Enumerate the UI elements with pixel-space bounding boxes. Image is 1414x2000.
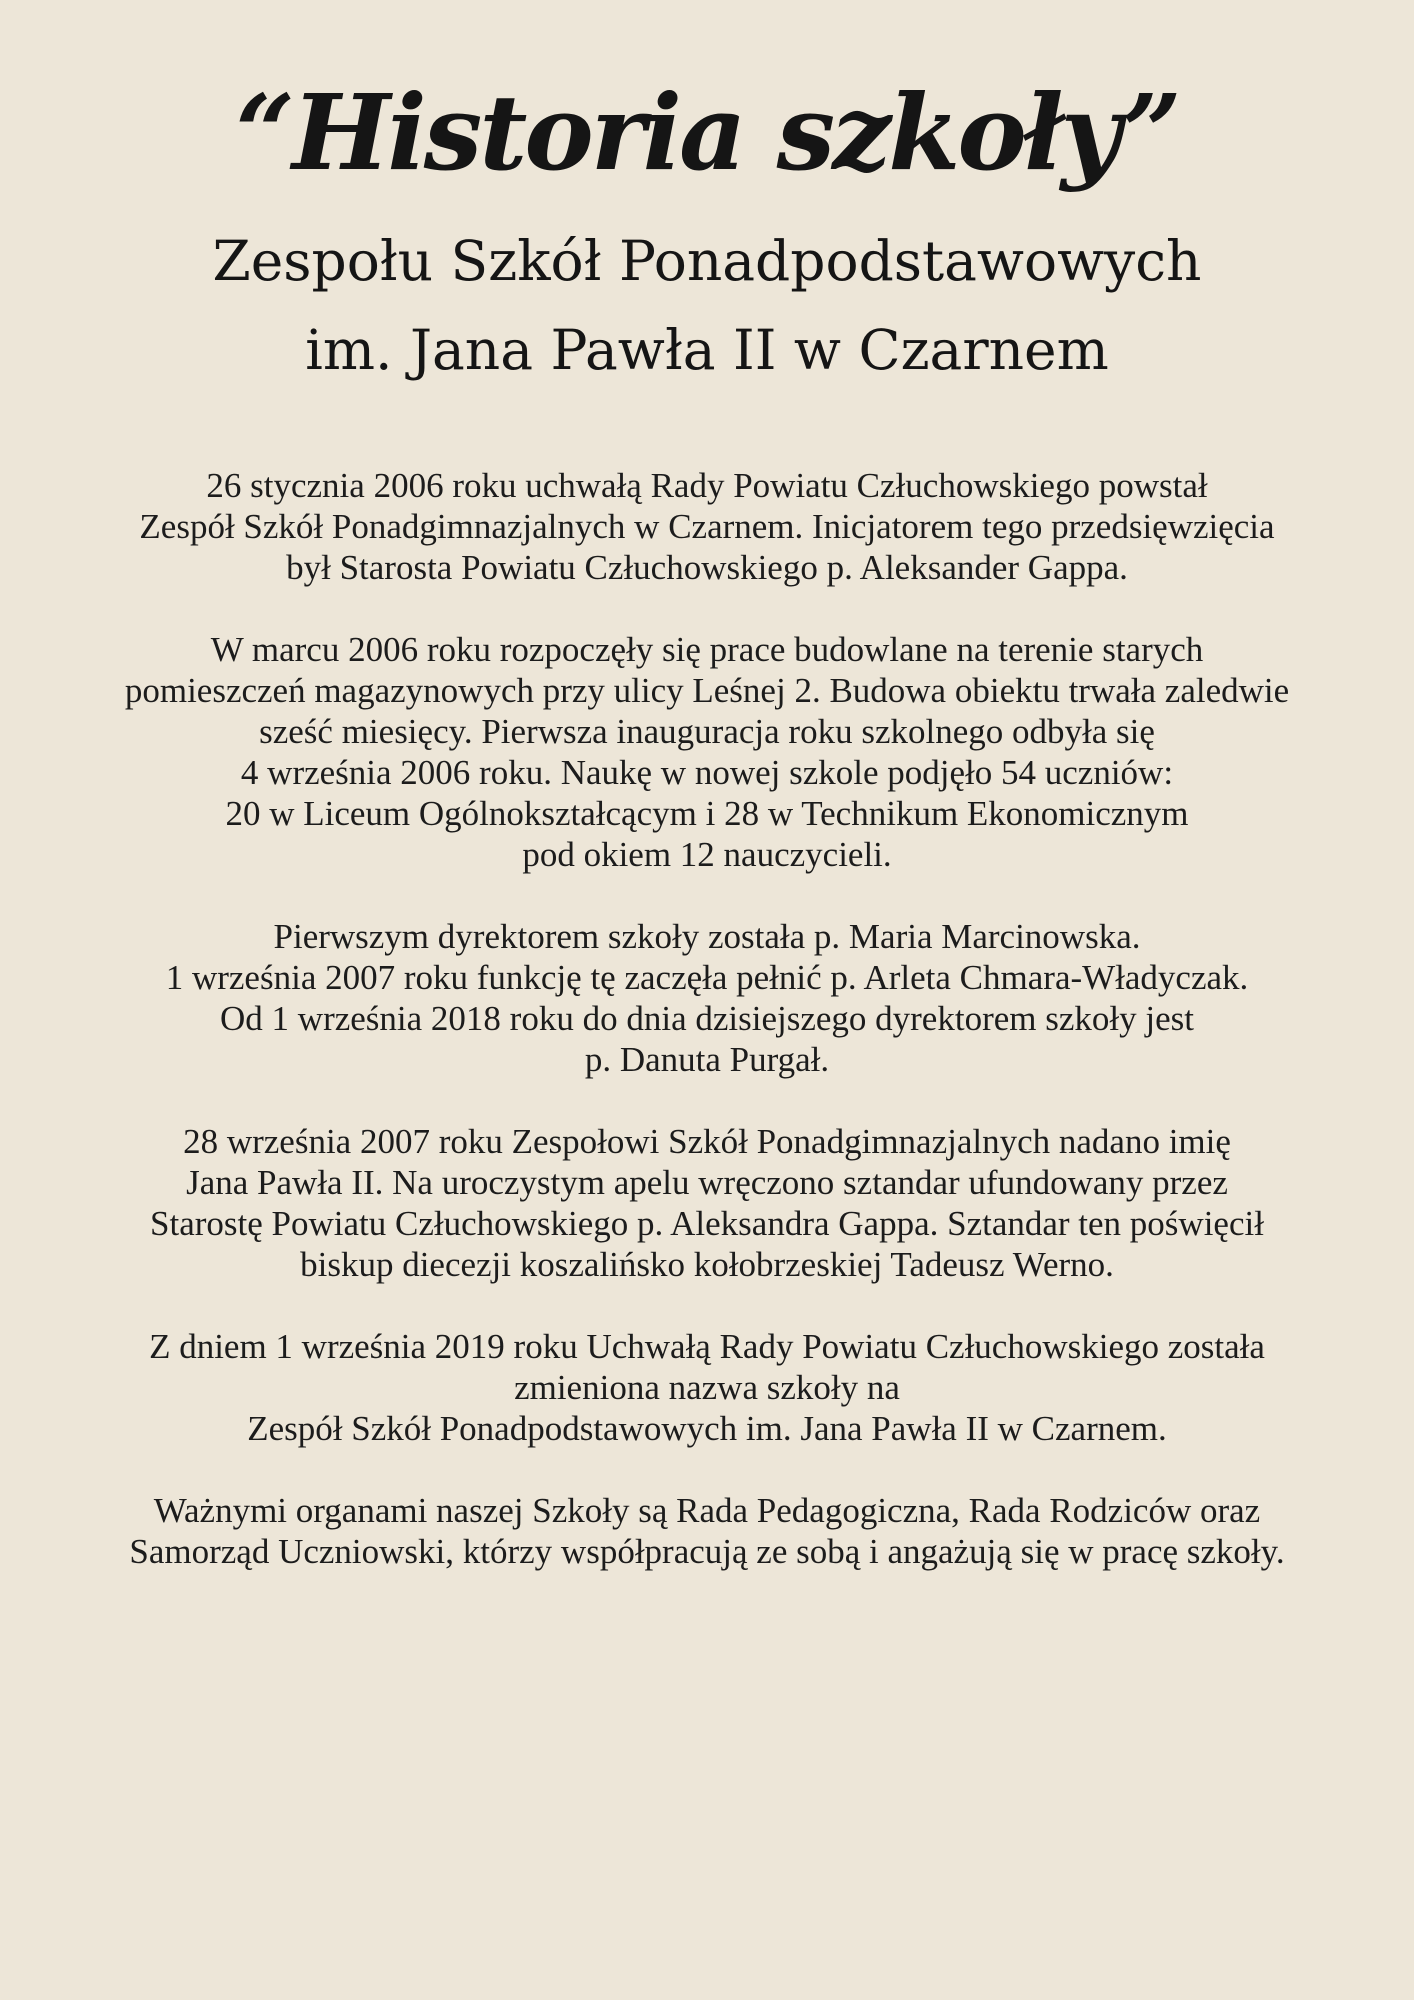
text-line: p. Danuta Purgał.	[584, 1040, 830, 1080]
history-text	[30, 465, 1384, 1572]
text-line: pomieszczeń magazynowych przy ulicy Leśnej 2. Budowa obiektu trwała zaledwie	[124, 671, 1290, 711]
text-line: 1 września 2007 roku funkcję tę zaczęła pełnić p. Arleta Chmara-Władyczak.	[165, 958, 1249, 998]
text-line: W marcu 2006 roku rozpoczęły się prace budowlane na terenie starych	[210, 630, 1204, 670]
text-line: 26 stycznia 2006 roku uchwałą Rady Powiatu Człuchowskiego powstał	[206, 466, 1208, 506]
text-line: biskup diecezji koszalińsko kołobrzeskiej Tadeusz Werno.	[300, 1245, 1114, 1285]
paragraph-construction	[30, 629, 1384, 875]
subtitle-line: im. Jana Pawła II w Czarnem	[305, 318, 1109, 383]
text-line: Z dniem 1 września 2019 roku Uchwałą Rady Powiatu Człuchowskiego została	[149, 1327, 1265, 1367]
text-line: zmieniona nazwa szkoły na	[514, 1368, 900, 1408]
text-line: Starostę Powiatu Człuchowskiego p. Aleksandra Gappa. Sztandar ten poświęcił	[150, 1204, 1264, 1244]
text-line: 20 w Liceum Ogólnokształcącym i 28 w Technikum Ekonomicznym	[225, 794, 1189, 834]
paragraph-school-bodies	[30, 1490, 1384, 1572]
text-line: Zespół Szkół Ponadpodstawowych im. Jana Pawła II w Czarnem.	[247, 1409, 1167, 1449]
text-line: pod okiem 12 nauczycieli.	[522, 835, 892, 875]
page-subtitle	[30, 217, 1384, 395]
text-line: Samorząd Uczniowski, którzy współpracują ze sobą i angażują się w pracę szkoły.	[129, 1532, 1285, 1572]
text-line: Zespół Szkół Ponadgimnazjalnych w Czarnem. Inicjatorem tego przedsięwzięcia	[139, 507, 1275, 547]
text-line: sześć miesięcy. Pierwsza inauguracja roku szkolnego odbyła się	[259, 712, 1155, 752]
paragraph-founding	[30, 465, 1384, 588]
text-line: Ważnymi organami naszej Szkoły są Rada Pedagogiczna, Rada Rodziców oraz	[153, 1491, 1261, 1531]
paragraph-patron	[30, 1121, 1384, 1285]
page-title: “Historia szkoły”	[235, 71, 1179, 194]
text-line: był Starosta Powiatu Człuchowskiego p. Aleksander Gappa.	[286, 548, 1128, 588]
text-line: Od 1 września 2018 roku do dnia dzisiejszego dyrektorem szkoły jest	[220, 999, 1194, 1039]
text-line: Pierwszym dyrektorem szkoły została p. Maria Marcinowska.	[273, 917, 1141, 957]
paragraph-directors	[30, 916, 1384, 1080]
text-line: 28 września 2007 roku Zespołowi Szkół Ponadgimnazjalnych nadano imię	[183, 1122, 1231, 1162]
paragraph-name-change	[30, 1326, 1384, 1449]
text-line: 4 września 2006 roku. Naukę w nowej szkole podjęło 54 uczniów:	[240, 753, 1174, 793]
text-line: Jana Pawła II. Na uroczystym apelu wręczono sztandar ufundowany przez	[186, 1163, 1228, 1203]
subtitle-line: Zespołu Szkół Ponadpodstawowych	[212, 229, 1202, 294]
